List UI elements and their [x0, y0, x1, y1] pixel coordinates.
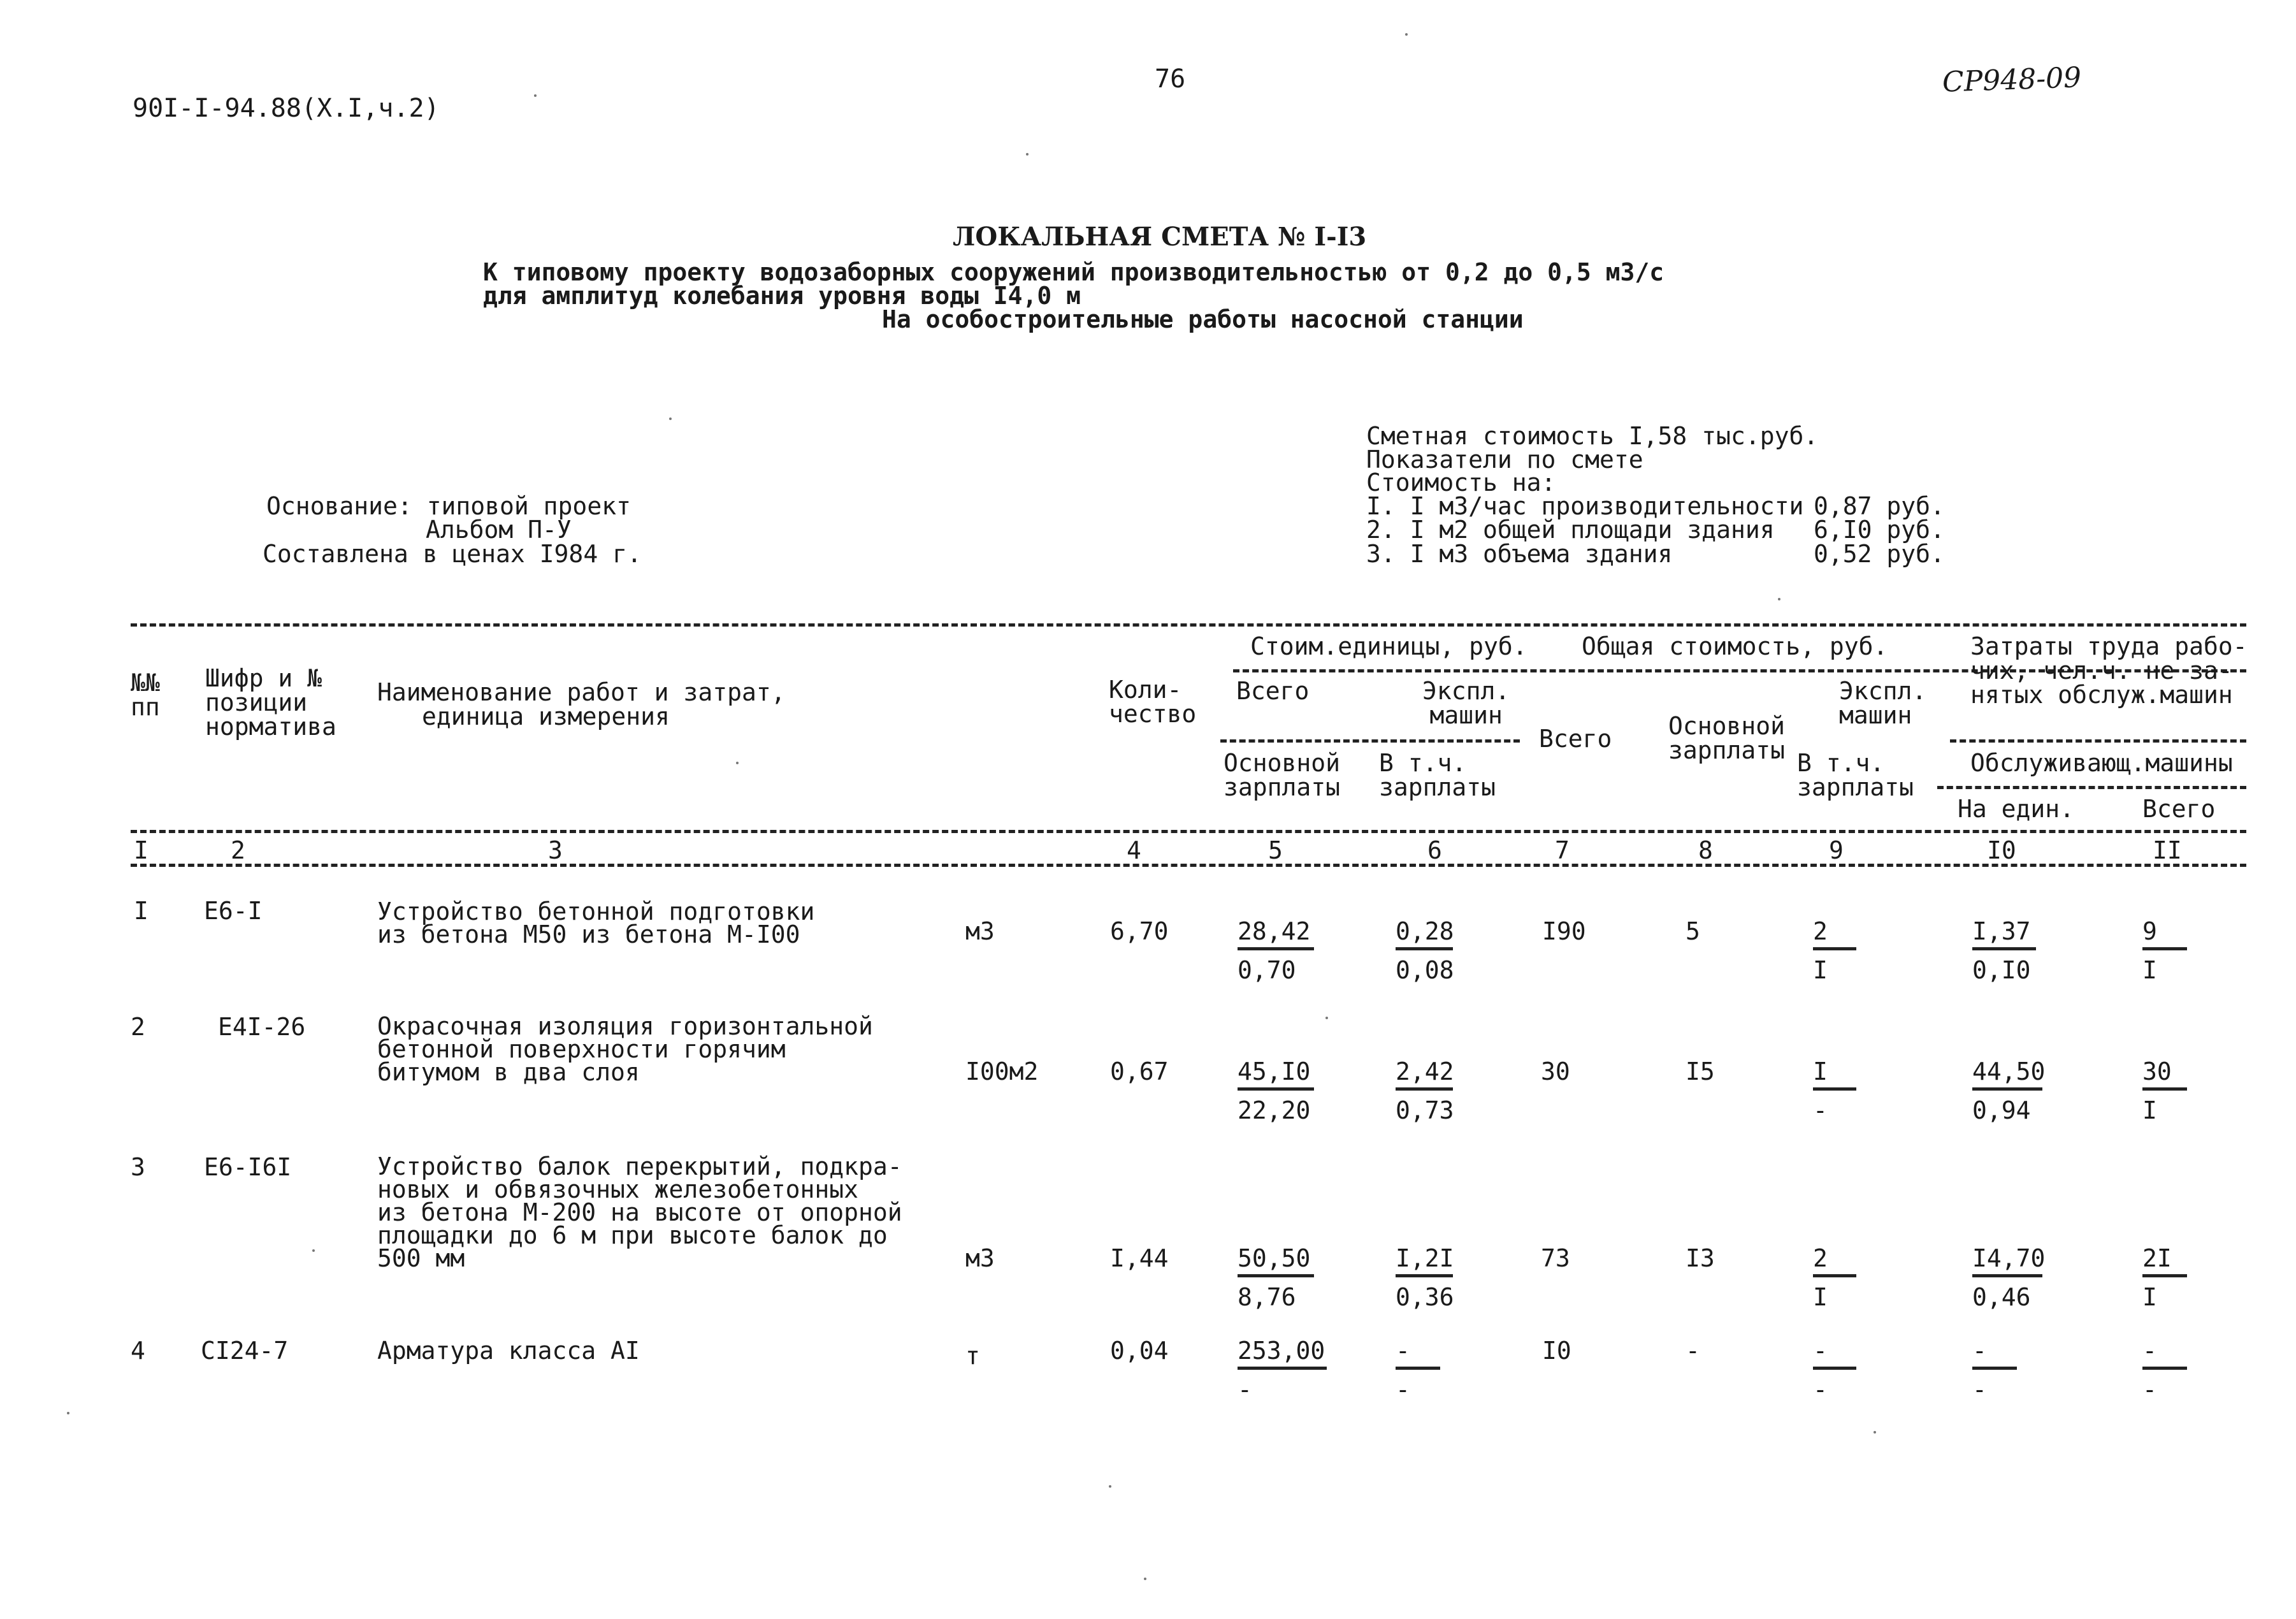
header-subrule-right — [1950, 739, 2246, 743]
unit-cost-expl: 0,28 0,08 — [1396, 917, 1454, 984]
scan-speck — [736, 762, 739, 764]
total-base-wage: - — [1686, 1337, 1700, 1365]
row-num: 2 — [131, 1013, 145, 1041]
unit-cost-total: 253,00 - — [1238, 1339, 1327, 1402]
row-unit: т — [965, 1342, 980, 1370]
labor-per-unit: I4,70 0,46 — [1972, 1244, 2046, 1311]
basis-line-1: Основание: типовой проект — [266, 492, 631, 520]
document-reference: 90I-I-94.88(X.I,ч.2) — [133, 94, 440, 123]
total-expl: 2 I — [1813, 1246, 1856, 1309]
row-qty: 0,04 — [1110, 1337, 1169, 1365]
scan-speck — [1874, 1431, 1876, 1434]
unit-cost-total: 28,42 0,70 — [1238, 919, 1314, 982]
header-labor-service: Обслуживающ.машины — [1970, 749, 2233, 777]
header-unit-expl: Экспл. машин — [1422, 677, 1510, 729]
row-qty: 6,70 — [1110, 917, 1169, 945]
row-qty: I,44 — [1110, 1244, 1169, 1272]
row-num: 3 — [131, 1153, 145, 1181]
total-cost: 30 — [1541, 1057, 1570, 1085]
total-expl: 2 I — [1813, 919, 1856, 982]
row-name: Окрасочная изоляция горизонтальной бетонной поверхности горячим битумом в два слоя — [377, 1012, 873, 1087]
header-unit-incl-wage: В т.ч. зарплаты — [1379, 749, 1496, 801]
labor-total: 2I I — [2142, 1246, 2187, 1309]
labor-total: 30 I — [2142, 1059, 2187, 1122]
unit-cost-total: 45,I0 22,20 — [1238, 1059, 1314, 1122]
header-col-qty: Коли- чество — [1109, 676, 1197, 728]
unit-cost-expl: I,2I 0,36 — [1396, 1244, 1454, 1311]
scan-speck — [67, 1412, 69, 1414]
col-number: 6 — [1427, 836, 1442, 864]
col-number: 7 — [1555, 836, 1570, 864]
header-total-all: Всего — [1539, 725, 1612, 753]
labor-per-unit: - - — [1972, 1339, 2017, 1402]
scan-speck — [1325, 1017, 1328, 1019]
cost-item-value: 6,I0 руб. — [1814, 516, 1945, 544]
total-cost: 73 — [1541, 1244, 1570, 1272]
labor-per-unit: I,37 0,I0 — [1972, 919, 2036, 982]
header-col-code: Шифр и № позиции норматива — [205, 664, 336, 741]
header-total-cost: Общая стоимость, руб. — [1582, 632, 1888, 660]
basis-line-3: Составлена в ценах I984 г. — [263, 540, 642, 568]
estimate-title: ЛОКАЛЬНАЯ СМЕТА № I-I3 — [953, 222, 1367, 252]
col-number: 3 — [548, 836, 563, 864]
row-name: Устройство балок перекрытий, подкра- новых и обвязочных железобетонных из бетона М-200 на высоте от опорной площадки до 6 м при высоте балок до 500 мм — [377, 1152, 902, 1273]
scan-speck — [669, 417, 672, 420]
col-number: 4 — [1127, 836, 1141, 864]
header-subrule-labor — [1937, 786, 2246, 789]
title-line-1: К типовому проекту водозаборных сооружений производительностью от 0,2 до 0,5 м3/с — [483, 258, 1664, 286]
cost-item-label: 3. I м3 объема здания — [1366, 540, 1673, 568]
row-unit: I00м2 — [965, 1057, 1039, 1085]
col-number: II — [2153, 836, 2182, 864]
cost-item-label: I. I м3/час производительности — [1366, 492, 1804, 520]
col-numbers-bottom-rule — [131, 864, 2246, 867]
header-unit-base-wage: Основной зарплаты — [1224, 749, 1341, 801]
total-cost: I0 — [1542, 1337, 1571, 1365]
row-num: 4 — [131, 1337, 145, 1365]
scan-speck — [1109, 1485, 1111, 1488]
header-total-incl-wage: В т.ч. зарплаты — [1797, 749, 1914, 801]
handwritten-code: СР948-09 — [1942, 61, 2082, 99]
title-line-2: для амплитуд колебания уровня воды I4,0 м — [483, 282, 1081, 310]
estimated-cost: Сметная стоимость I,58 тыс.руб. — [1366, 422, 1819, 450]
cost-item-value: 0,52 руб. — [1814, 540, 1945, 568]
row-code: Е6-I — [204, 897, 263, 925]
header-col-num: №№ пп — [131, 669, 160, 721]
header-labor-per-unit: На един. — [1958, 795, 2075, 823]
row-num: I — [134, 897, 148, 925]
col-number: 8 — [1698, 836, 1713, 864]
row-name: Устройство бетонной подготовки из бетона М50 из бетона М-I00 — [377, 897, 815, 949]
row-unit: м3 — [965, 917, 995, 945]
scan-speck — [534, 94, 537, 97]
header-total-base-wage: Основной зарплаты — [1668, 712, 1786, 764]
unit-cost-expl: 2,42 0,73 — [1396, 1057, 1454, 1124]
total-base-wage: I5 — [1686, 1057, 1715, 1085]
col-numbers-top-rule — [131, 830, 2246, 833]
labor-per-unit: 44,50 0,94 — [1972, 1057, 2046, 1124]
col-number: 5 — [1268, 836, 1283, 864]
col-number: 2 — [231, 836, 245, 864]
row-code: Е4I-26 — [218, 1013, 306, 1041]
row-code: Е6-I6I — [204, 1153, 292, 1181]
labor-total: 9 I — [2142, 919, 2187, 982]
unit-cost-expl: - - — [1396, 1339, 1440, 1402]
scan-speck — [1778, 598, 1780, 600]
scan-speck — [1405, 33, 1408, 36]
basis-line-2: Альбом П-У — [426, 516, 572, 544]
col-number: I — [134, 836, 148, 864]
title-line-3: На особостроительные работы насосной станции — [882, 305, 1524, 333]
total-base-wage: 5 — [1686, 917, 1700, 945]
row-name: Арматура класса АI — [377, 1337, 640, 1365]
header-total-expl: Экспл. машин — [1839, 677, 1927, 729]
total-cost: I90 — [1542, 917, 1586, 945]
cost-item-value: 0,87 руб. — [1814, 492, 1945, 520]
header-subrule-mid — [1220, 739, 1520, 743]
col-number: 9 — [1829, 836, 1844, 864]
table-top-rule — [131, 623, 2246, 627]
total-base-wage: I3 — [1686, 1244, 1715, 1272]
row-qty: 0,67 — [1110, 1057, 1169, 1085]
page-number: 76 — [1155, 64, 1186, 94]
header-col-name: Наименование работ и затрат, единица измерения — [377, 678, 786, 730]
col-number: I0 — [1987, 836, 2016, 864]
indicators-heading: Показатели по смете — [1366, 446, 1643, 474]
row-unit: м3 — [965, 1244, 995, 1272]
cost-item-label: 2. I м2 общей площади здания — [1366, 516, 1775, 544]
header-unit-total: Всего — [1236, 677, 1310, 705]
labor-total: - - — [2142, 1339, 2187, 1402]
scan-speck — [312, 1249, 315, 1252]
header-labor: Затраты труда рабо- чих, чел.ч. не за- нятых обслуж.машин — [1970, 632, 2248, 709]
scan-speck — [1026, 153, 1029, 156]
cost-per-heading: Стоимость на: — [1366, 468, 1556, 497]
total-expl: - - — [1813, 1339, 1856, 1402]
total-expl: I - — [1813, 1059, 1856, 1122]
unit-cost-total: 50,50 8,76 — [1238, 1246, 1314, 1309]
header-unit-cost: Стоим.единицы, руб. — [1250, 632, 1527, 660]
row-code: СI24-7 — [201, 1337, 289, 1365]
scan-speck — [1144, 1578, 1146, 1580]
header-labor-total: Всего — [2142, 795, 2216, 823]
